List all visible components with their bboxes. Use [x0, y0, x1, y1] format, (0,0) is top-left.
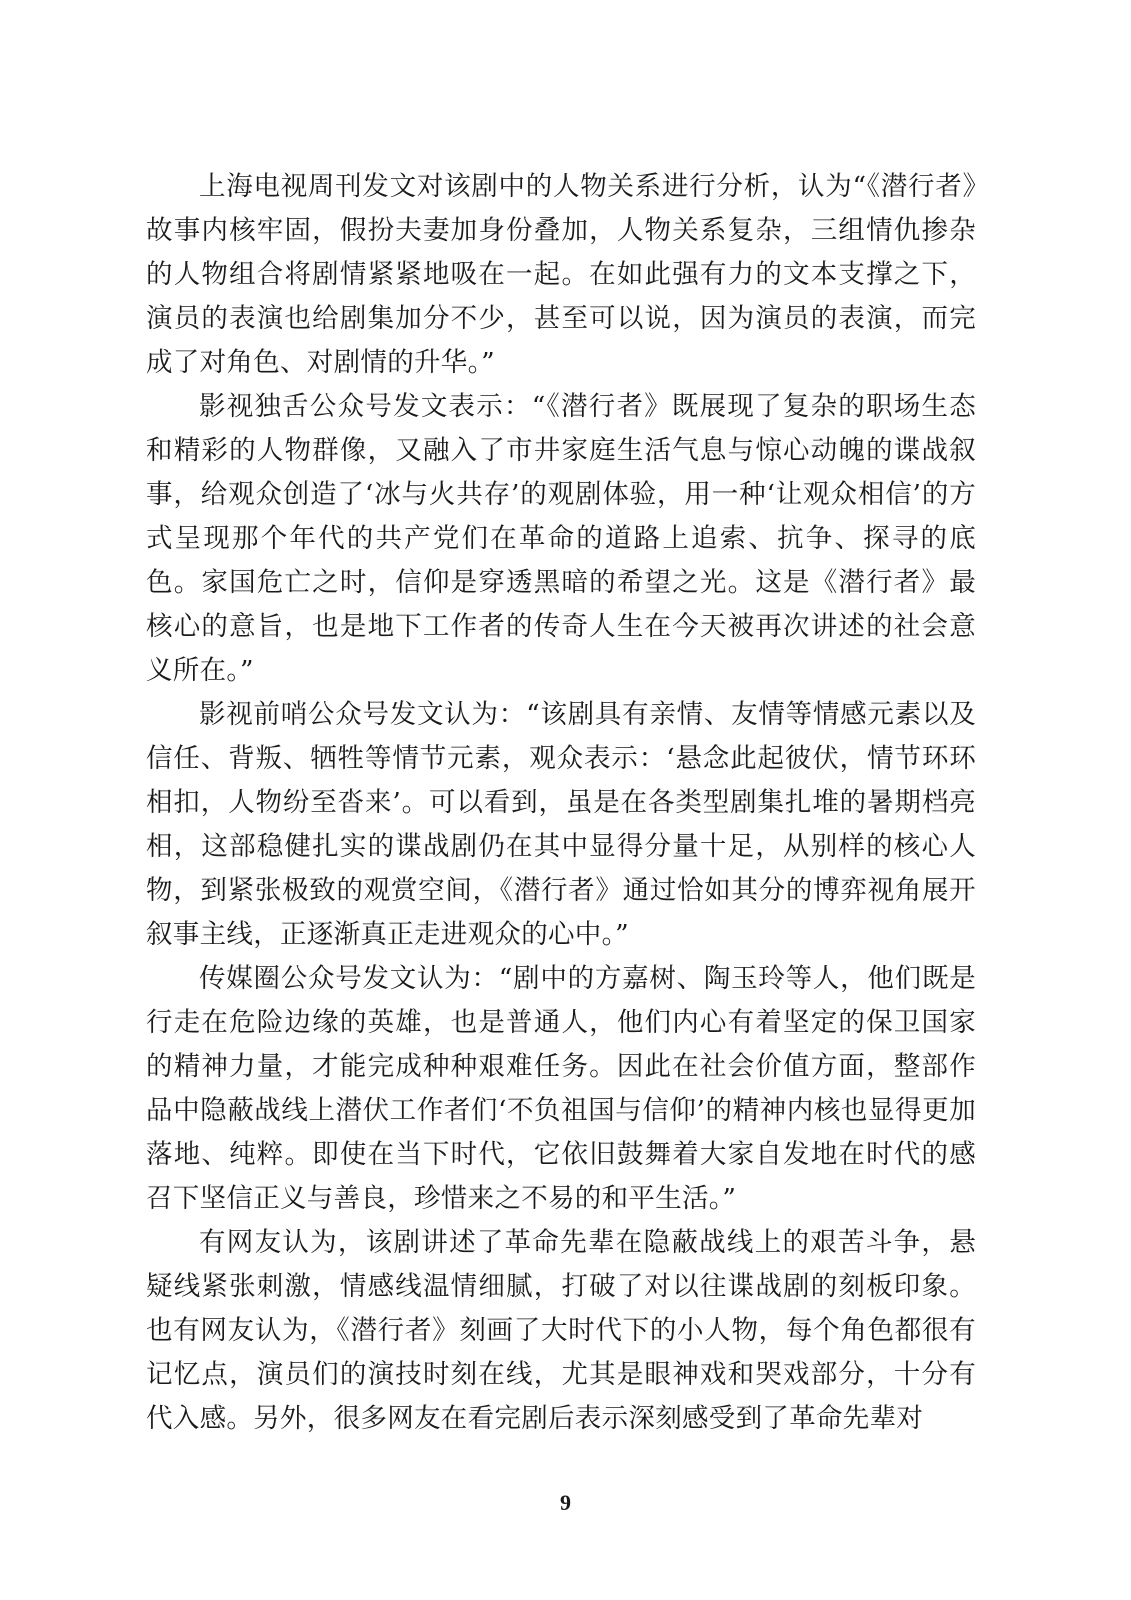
body-text [146, 165, 976, 1441]
paragraph-shanghai-tv-weekly: 上海电视周刊发文对该剧中的人物关系进行分析，认为“《潜行者》故事内核牢固，假扮夫妻加身份叠加，人物关系复杂，三组情仇掺杂的人物组合将剧情紧紧地吸在一起。在如此强有力的文本支撑之下，演员的表演也给剧集加分不少，甚至可以说，因为演员的表演，而完成了对角色、对剧情的升华。” [146, 171, 976, 378]
paragraph-netizen-comments: 有网友认为，该剧讲述了革命先辈在隐蔽战线上的艰苦斗争，悬疑线紧张刺激，情感线温情细腻，打破了对以往谍战剧的刻板印象。也有网友认为，《潜行者》刻画了大时代下的小人物，每个角色都很有记忆点，演员们的演技时刻在线，尤其是眼神戏和哭戏部分，十分有代入感。另外，很多网友在看完剧后表示深刻感受到了革命先辈对 [146, 1227, 976, 1434]
paragraph-chuanmeiquan: 传媒圈公众号发文认为：“剧中的方嘉树、陶玉玲等人，他们既是行走在危险边缘的英雄，也是普通人，他们内心有着坚定的保卫国家的精神力量，才能完成种种艰难任务。因此在社会价值方面，整部作品中隐蔽战线上潜伏工作者们‘不负祖国与信仰’的精神内核也显得更加落地、纯粹。即使在当下时代，它依旧鼓舞着大家自发地在时代的感召下坚信正义与善良，珍惜来之不易的和平生活。” [146, 963, 976, 1214]
paragraph-yingshi-dushe: 影视独舌公众号发文表示：“《潜行者》既展现了复杂的职场生态和精彩的人物群像，又融入了市井家庭生活气息与惊心动魄的谍战叙事，给观众创造了‘冰与火共存’的观剧体验，用一种‘让观众相信’的方式呈现那个年代的共产党们在革命的道路上追索、抗争、探寻的底色。家国危亡之时，信仰是穿透黑暗的希望之光。这是《潜行者》最核心的意旨，也是地下工作者的传奇人生在今天被再次讲述的社会意义所在。” [146, 391, 976, 686]
paragraph-yingshi-qianshao: 影视前哨公众号发文认为：“该剧具有亲情、友情等情感元素以及信任、背叛、牺牲等情节元素，观众表示：‘悬念此起彼伏，情节环环相扣，人物纷至沓来’。可以看到，虽是在各类型剧集扎堆的暑期档亮相，这部稳健扎实的谍战剧仍在其中显得分量十足，从别样的核心人物，到紧张极致的观赏空间，《潜行者》通过恰如其分的博弈视角展开叙事主线，正逐渐真正走进观众的心中。” [146, 699, 976, 950]
page-number: 9 [560, 1490, 571, 1515]
